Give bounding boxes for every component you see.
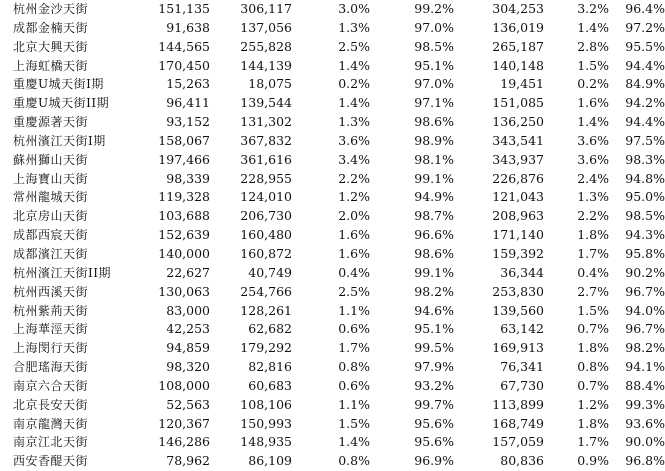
occupancy-cell-1: 98.9% bbox=[414, 132, 454, 148]
value-cell-2: 228,955 bbox=[240, 170, 292, 186]
occupancy-cell-1: 97.0% bbox=[414, 76, 454, 92]
table-row bbox=[0, 207, 665, 226]
mall-name-cell: 南京江北天街 bbox=[13, 435, 89, 450]
mall-name-cell: 杭州西溪天街 bbox=[13, 284, 89, 299]
value-cell-1: 98,339 bbox=[166, 170, 210, 186]
mall-name-cell: 西安香醍天街 bbox=[13, 454, 89, 469]
value-cell-1: 83,000 bbox=[166, 302, 210, 318]
value-cell-3: 159,392 bbox=[492, 245, 544, 261]
percent-cell-2: 3.2% bbox=[577, 1, 609, 16]
percent-cell-1: 1.4% bbox=[338, 95, 370, 111]
occupancy-cell-1: 95.1% bbox=[414, 57, 454, 73]
mall-name-cell: 杭州濱江天街II期 bbox=[13, 265, 111, 280]
occupancy-cell-2: 94.2% bbox=[625, 95, 665, 111]
percent-cell-2: 3.6% bbox=[577, 132, 609, 148]
value-cell-2: 160,480 bbox=[240, 227, 292, 243]
table-row bbox=[0, 339, 665, 358]
mall-name-cell: 上海虹橋天街 bbox=[13, 58, 89, 73]
percent-cell-1: 1.6% bbox=[338, 227, 370, 243]
value-cell-2: 18,075 bbox=[248, 76, 292, 92]
table-row bbox=[0, 151, 665, 170]
table-row bbox=[0, 19, 665, 38]
percent-cell-1: 1.5% bbox=[338, 415, 370, 431]
percent-cell-2: 1.4% bbox=[577, 114, 609, 130]
occupancy-cell-1: 96.9% bbox=[414, 453, 454, 469]
value-cell-3: 136,019 bbox=[492, 19, 544, 35]
occupancy-cell-2: 94.1% bbox=[625, 359, 665, 375]
value-cell-2: 306,117 bbox=[240, 1, 292, 16]
percent-cell-1: 1.6% bbox=[338, 245, 370, 261]
occupancy-cell-2: 96.7% bbox=[625, 283, 665, 299]
percent-cell-1: 2.5% bbox=[338, 283, 370, 299]
occupancy-cell-1: 95.6% bbox=[414, 415, 454, 431]
mall-name-cell: 常州龍城天街 bbox=[13, 190, 89, 205]
percent-cell-2: 1.5% bbox=[577, 302, 609, 318]
value-cell-2: 361,616 bbox=[240, 151, 292, 167]
table-row bbox=[0, 302, 665, 321]
percent-cell-2: 1.8% bbox=[577, 227, 609, 243]
value-cell-2: 367,832 bbox=[240, 132, 292, 148]
occupancy-cell-2: 94.4% bbox=[625, 114, 665, 130]
percent-cell-2: 2.4% bbox=[577, 170, 609, 186]
percent-cell-1: 0.4% bbox=[338, 264, 370, 280]
table-row bbox=[0, 433, 665, 452]
percent-cell-1: 1.3% bbox=[338, 19, 370, 35]
occupancy-cell-1: 98.6% bbox=[414, 245, 454, 261]
percent-cell-2: 0.2% bbox=[577, 76, 609, 92]
occupancy-cell-1: 97.9% bbox=[414, 359, 454, 375]
mall-name-cell: 南京龍灣天街 bbox=[13, 416, 89, 431]
percent-cell-2: 1.3% bbox=[577, 189, 609, 205]
occupancy-cell-2: 90.2% bbox=[625, 264, 665, 280]
value-cell-3: 63,142 bbox=[500, 321, 544, 337]
percent-cell-2: 1.8% bbox=[577, 340, 609, 356]
value-cell-1: 78,962 bbox=[166, 453, 210, 469]
occupancy-cell-1: 99.5% bbox=[414, 340, 454, 356]
value-cell-2: 60,683 bbox=[248, 377, 292, 393]
percent-cell-1: 3.6% bbox=[338, 132, 370, 148]
occupancy-cell-2: 93.6% bbox=[625, 415, 665, 431]
table-row bbox=[0, 415, 665, 434]
value-cell-1: 170,450 bbox=[158, 57, 210, 73]
percent-cell-2: 1.7% bbox=[577, 245, 609, 261]
percent-cell-1: 3.0% bbox=[338, 1, 370, 16]
value-cell-2: 108,106 bbox=[240, 396, 292, 412]
value-cell-3: 139,560 bbox=[492, 302, 544, 318]
percent-cell-1: 0.2% bbox=[338, 76, 370, 92]
value-cell-2: 82,816 bbox=[248, 359, 292, 375]
value-cell-3: 343,541 bbox=[492, 132, 544, 148]
percent-cell-2: 3.6% bbox=[577, 151, 609, 167]
value-cell-3: 304,253 bbox=[492, 1, 544, 16]
mall-name-cell: 成都金楠天街 bbox=[13, 20, 89, 35]
value-cell-3: 253,830 bbox=[492, 283, 544, 299]
table-row bbox=[0, 132, 665, 151]
occupancy-cell-1: 94.9% bbox=[414, 189, 454, 205]
occupancy-cell-1: 95.6% bbox=[414, 434, 454, 450]
occupancy-cell-1: 98.5% bbox=[414, 38, 454, 54]
table-row bbox=[0, 113, 665, 132]
occupancy-cell-2: 98.5% bbox=[625, 208, 665, 224]
value-cell-3: 121,043 bbox=[492, 189, 544, 205]
occupancy-cell-2: 99.3% bbox=[625, 396, 665, 412]
value-cell-1: 22,627 bbox=[166, 264, 210, 280]
occupancy-cell-2: 98.3% bbox=[625, 151, 665, 167]
value-cell-1: 130,063 bbox=[158, 283, 210, 299]
percent-cell-1: 0.6% bbox=[338, 377, 370, 393]
value-cell-2: 148,935 bbox=[240, 434, 292, 450]
percent-cell-1: 2.5% bbox=[338, 38, 370, 54]
value-cell-2: 128,261 bbox=[240, 302, 292, 318]
mall-name-cell: 重慶源著天街 bbox=[13, 115, 89, 130]
occupancy-cell-2: 90.0% bbox=[625, 434, 665, 450]
occupancy-cell-2: 95.8% bbox=[625, 245, 665, 261]
occupancy-cell-2: 88.4% bbox=[625, 377, 665, 393]
value-cell-1: 119,328 bbox=[158, 189, 210, 205]
percent-cell-2: 2.7% bbox=[577, 283, 609, 299]
value-cell-1: 108,000 bbox=[158, 377, 210, 393]
percent-cell-2: 0.7% bbox=[577, 377, 609, 393]
occupancy-cell-1: 98.6% bbox=[414, 114, 454, 130]
occupancy-cell-1: 99.1% bbox=[414, 170, 454, 186]
value-cell-3: 171,140 bbox=[492, 227, 544, 243]
value-cell-2: 254,766 bbox=[240, 283, 292, 299]
percent-cell-1: 2.2% bbox=[338, 170, 370, 186]
value-cell-3: 168,749 bbox=[492, 415, 544, 431]
percent-cell-2: 2.8% bbox=[577, 38, 609, 54]
occupancy-cell-2: 98.2% bbox=[625, 340, 665, 356]
mall-name-cell: 北京房山天街 bbox=[13, 209, 89, 224]
table-row bbox=[0, 264, 665, 283]
value-cell-2: 150,993 bbox=[240, 415, 292, 431]
value-cell-1: 103,688 bbox=[158, 208, 210, 224]
table-row bbox=[0, 283, 665, 302]
occupancy-cell-1: 98.2% bbox=[414, 283, 454, 299]
mall-name-cell: 杭州濱江天街I期 bbox=[13, 133, 106, 148]
percent-cell-1: 2.0% bbox=[338, 208, 370, 224]
value-cell-2: 124,010 bbox=[240, 189, 292, 205]
value-cell-1: 98,320 bbox=[166, 359, 210, 375]
value-cell-3: 151,085 bbox=[492, 95, 544, 111]
value-cell-3: 140,148 bbox=[492, 57, 544, 73]
occupancy-cell-2: 94.0% bbox=[625, 302, 665, 318]
occupancy-cell-2: 96.7% bbox=[625, 321, 665, 337]
percent-cell-1: 1.3% bbox=[338, 114, 370, 130]
value-cell-3: 169,913 bbox=[492, 340, 544, 356]
percent-cell-2: 1.6% bbox=[577, 95, 609, 111]
percent-cell-2: 1.4% bbox=[577, 19, 609, 35]
value-cell-2: 86,109 bbox=[248, 453, 292, 469]
value-cell-1: 152,639 bbox=[158, 227, 210, 243]
percent-cell-1: 1.4% bbox=[338, 57, 370, 73]
mall-name-cell: 重慶U城天街I期 bbox=[13, 77, 104, 92]
value-cell-1: 197,466 bbox=[158, 151, 210, 167]
occupancy-cell-1: 99.1% bbox=[414, 264, 454, 280]
occupancy-cell-2: 96.4% bbox=[625, 1, 665, 16]
occupancy-cell-1: 99.2% bbox=[414, 1, 454, 16]
percent-cell-2: 1.2% bbox=[577, 396, 609, 412]
percent-cell-2: 0.7% bbox=[577, 321, 609, 337]
value-cell-3: 36,344 bbox=[500, 264, 544, 280]
percent-cell-1: 0.8% bbox=[338, 359, 370, 375]
value-cell-3: 19,451 bbox=[500, 76, 544, 92]
value-cell-3: 80,836 bbox=[500, 453, 544, 469]
value-cell-2: 40,749 bbox=[248, 264, 292, 280]
value-cell-3: 136,250 bbox=[492, 114, 544, 130]
value-cell-3: 67,730 bbox=[500, 377, 544, 393]
table-row bbox=[0, 188, 665, 207]
mall-name-cell: 上海華涇天街 bbox=[13, 322, 89, 337]
mall-name-cell: 上海閔行天街 bbox=[13, 341, 89, 356]
table-row bbox=[0, 57, 665, 76]
mall-name-cell: 杭州金沙天街 bbox=[13, 2, 89, 16]
occupancy-cell-2: 96.8% bbox=[625, 453, 665, 469]
mall-name-cell: 合肥瑤海天街 bbox=[13, 360, 89, 375]
percent-cell-1: 0.8% bbox=[338, 453, 370, 469]
table-row bbox=[0, 377, 665, 396]
percent-cell-1: 1.7% bbox=[338, 340, 370, 356]
occupancy-cell-2: 97.2% bbox=[625, 19, 665, 35]
table-row bbox=[0, 358, 665, 377]
table-row bbox=[0, 226, 665, 245]
value-cell-1: 96,411 bbox=[166, 95, 210, 111]
percent-cell-1: 1.2% bbox=[338, 189, 370, 205]
value-cell-2: 144,139 bbox=[240, 57, 292, 73]
occupancy-cell-2: 95.5% bbox=[625, 38, 665, 54]
percent-cell-2: 0.9% bbox=[577, 453, 609, 469]
occupancy-cell-1: 95.1% bbox=[414, 321, 454, 337]
value-cell-3: 208,963 bbox=[492, 208, 544, 224]
percent-cell-1: 1.1% bbox=[338, 396, 370, 412]
table-row bbox=[0, 38, 665, 57]
value-cell-2: 255,828 bbox=[240, 38, 292, 54]
occupancy-cell-1: 98.7% bbox=[414, 208, 454, 224]
percent-cell-2: 0.8% bbox=[577, 359, 609, 375]
percent-cell-2: 2.2% bbox=[577, 208, 609, 224]
percent-cell-1: 0.6% bbox=[338, 321, 370, 337]
value-cell-3: 113,899 bbox=[492, 396, 544, 412]
table-row bbox=[0, 245, 665, 264]
percent-cell-2: 1.8% bbox=[577, 415, 609, 431]
table-row bbox=[0, 452, 665, 471]
mall-name-cell: 蘇州獅山天街 bbox=[13, 152, 89, 167]
value-cell-2: 160,872 bbox=[240, 245, 292, 261]
value-cell-3: 226,876 bbox=[492, 170, 544, 186]
value-cell-1: 146,286 bbox=[158, 434, 210, 450]
occupancy-cell-2: 84.9% bbox=[625, 76, 665, 92]
value-cell-3: 343,937 bbox=[492, 151, 544, 167]
mall-name-cell: 南京六合天街 bbox=[13, 378, 89, 393]
value-cell-1: 158,067 bbox=[158, 132, 210, 148]
percent-cell-1: 1.4% bbox=[338, 434, 370, 450]
value-cell-1: 15,263 bbox=[166, 76, 210, 92]
value-cell-1: 151,135 bbox=[158, 1, 210, 16]
value-cell-3: 265,187 bbox=[492, 38, 544, 54]
value-cell-2: 179,292 bbox=[240, 340, 292, 356]
value-cell-3: 157,059 bbox=[492, 434, 544, 450]
table-row bbox=[0, 0, 665, 19]
value-cell-1: 120,367 bbox=[158, 415, 210, 431]
occupancy-cell-2: 97.5% bbox=[625, 132, 665, 148]
occupancy-cell-1: 98.1% bbox=[414, 151, 454, 167]
occupancy-cell-2: 95.0% bbox=[625, 189, 665, 205]
occupancy-cell-1: 99.7% bbox=[414, 396, 454, 412]
value-cell-1: 94,859 bbox=[166, 340, 210, 356]
value-cell-1: 91,638 bbox=[166, 19, 210, 35]
value-cell-2: 206,730 bbox=[240, 208, 292, 224]
occupancy-cell-1: 97.1% bbox=[414, 95, 454, 111]
mall-name-cell: 上海寶山天街 bbox=[13, 171, 89, 186]
table-row bbox=[0, 94, 665, 113]
table-row bbox=[0, 396, 665, 415]
value-cell-2: 139,544 bbox=[240, 95, 292, 111]
table-row bbox=[0, 170, 665, 189]
value-cell-2: 131,302 bbox=[240, 114, 292, 130]
mall-name-cell: 杭州紫荊天街 bbox=[13, 303, 89, 318]
occupancy-cell-2: 94.4% bbox=[625, 57, 665, 73]
value-cell-1: 140,000 bbox=[158, 245, 210, 261]
occupancy-cell-2: 94.3% bbox=[625, 227, 665, 243]
occupancy-cell-1: 97.0% bbox=[414, 19, 454, 35]
mall-name-cell: 成都西宸天街 bbox=[13, 228, 89, 243]
percent-cell-1: 3.4% bbox=[338, 151, 370, 167]
value-cell-1: 93,152 bbox=[166, 114, 210, 130]
value-cell-2: 62,682 bbox=[248, 321, 292, 337]
occupancy-cell-2: 94.8% bbox=[625, 170, 665, 186]
percent-cell-2: 1.5% bbox=[577, 57, 609, 73]
mall-name-cell: 北京長安天街 bbox=[13, 397, 89, 412]
occupancy-cell-1: 93.2% bbox=[414, 377, 454, 393]
occupancy-cell-1: 96.6% bbox=[414, 227, 454, 243]
mall-name-cell: 北京大興天街 bbox=[13, 39, 89, 54]
value-cell-3: 76,341 bbox=[500, 359, 544, 375]
value-cell-1: 52,563 bbox=[166, 396, 210, 412]
value-cell-1: 42,253 bbox=[166, 321, 210, 337]
table-row bbox=[0, 320, 665, 339]
percent-cell-2: 0.4% bbox=[577, 264, 609, 280]
occupancy-cell-1: 94.6% bbox=[414, 302, 454, 318]
percent-cell-2: 1.7% bbox=[577, 434, 609, 450]
value-cell-1: 144,565 bbox=[158, 38, 210, 54]
value-cell-2: 137,056 bbox=[240, 19, 292, 35]
mall-name-cell: 重慶U城天街II期 bbox=[13, 96, 110, 111]
percent-cell-1: 1.1% bbox=[338, 302, 370, 318]
table-row bbox=[0, 75, 665, 94]
mall-name-cell: 成都濱江天街 bbox=[13, 246, 89, 261]
